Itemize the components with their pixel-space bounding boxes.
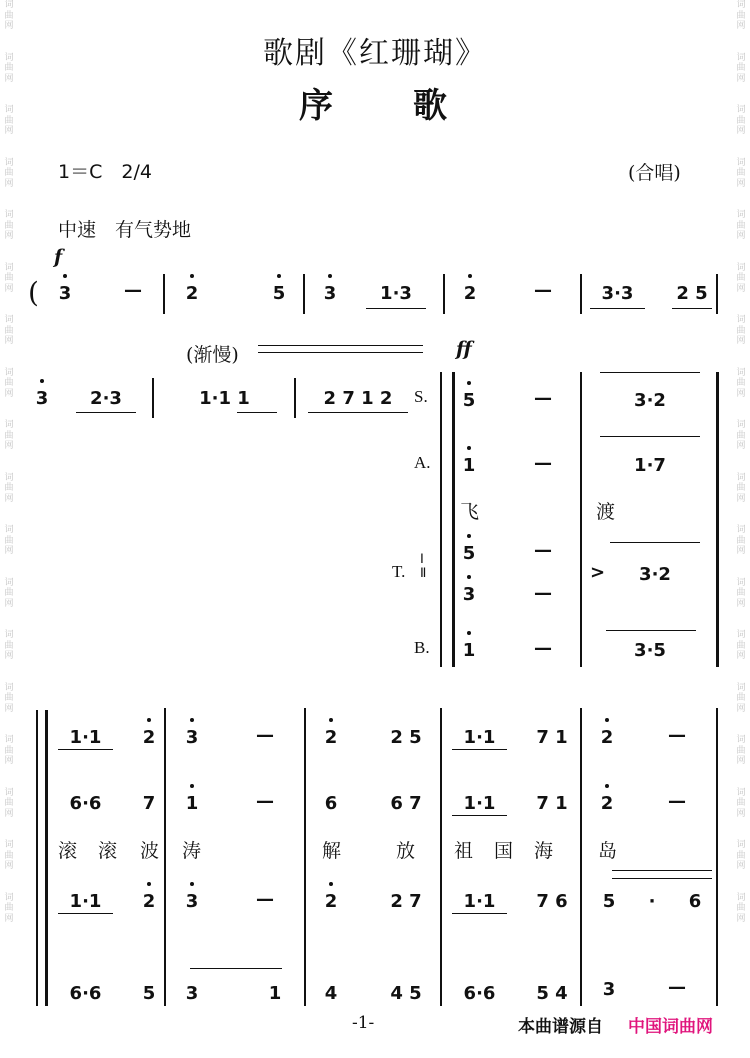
underline xyxy=(58,913,113,914)
underline xyxy=(452,749,507,750)
lyric: 解 xyxy=(322,840,342,862)
staff-bracket xyxy=(452,372,455,667)
note-dash: — xyxy=(124,280,142,301)
hairpin-line xyxy=(612,870,712,871)
note-dash: — xyxy=(534,583,552,604)
note: 5 xyxy=(602,891,616,912)
note: 1 xyxy=(462,640,476,661)
note-group: 2 5 xyxy=(676,283,708,304)
barline xyxy=(294,378,296,418)
note-group: 1·1 xyxy=(463,727,496,748)
note: 1 xyxy=(462,455,476,476)
note-dash: — xyxy=(534,388,552,409)
note: 3 xyxy=(602,979,616,1000)
ritardando-marking: (渐慢) xyxy=(186,344,239,366)
note-group: 4 5 xyxy=(390,983,422,1004)
lyric: 滚 xyxy=(58,840,78,862)
watermark-left: 词 曲 网 词 曲 网 词 曲 网 词 曲 网 词 曲 网 词 曲 网 词 曲 网 词 曲 网 词 曲 网 词 曲 网 词 曲 网 词 曲 网 词 曲 网 词 曲 网 词 曲 网 词 曲 网 词 曲 网 词 曲 网 xyxy=(4,0,14,924)
note-group: 7 1 xyxy=(536,793,568,814)
key-signature: 1＝C 2/4 xyxy=(58,161,152,183)
note: 3 xyxy=(185,891,199,912)
note-group: 6·6 xyxy=(463,983,496,1004)
hairpin-line xyxy=(612,878,712,879)
hairpin-line xyxy=(258,345,423,346)
note-group: 6·6 xyxy=(69,793,102,814)
barline xyxy=(443,274,445,314)
barline xyxy=(152,378,154,418)
note: 2 xyxy=(142,727,156,748)
note-group: 6 7 xyxy=(390,793,422,814)
underline xyxy=(76,412,136,413)
note: 3 xyxy=(185,727,199,748)
barline xyxy=(580,274,582,314)
note: 3 xyxy=(462,584,476,605)
barline xyxy=(716,372,719,667)
note-dash: — xyxy=(256,725,274,746)
note: 3 xyxy=(35,388,49,409)
voice-label-tenor: T. xyxy=(392,562,406,581)
note-dash: — xyxy=(256,889,274,910)
barline xyxy=(163,274,165,314)
note-group: 1·1 xyxy=(69,727,102,748)
barline xyxy=(303,274,305,314)
note-group: 1·1 xyxy=(463,793,496,814)
note-dash: — xyxy=(534,453,552,474)
voice-label-soprano: S. xyxy=(414,387,428,406)
lyric: 国 xyxy=(494,840,514,862)
note-dash: — xyxy=(256,791,274,812)
tie xyxy=(600,436,700,437)
note-group: 7 1 xyxy=(536,727,568,748)
lyric: 祖 xyxy=(454,840,474,862)
note-group: 2 5 xyxy=(390,727,422,748)
note-dash: — xyxy=(668,791,686,812)
note: 3 xyxy=(58,283,72,304)
underline xyxy=(308,412,408,413)
watermark-right: 词 曲 网 词 曲 网 词 曲 网 词 曲 网 词 曲 网 词 曲 网 词 曲 网 词 曲 网 词 曲 网 词 曲 网 词 曲 网 词 曲 网 词 曲 网 词 曲 网 词 曲 网 词 曲 网 词 曲 网 词 曲 网 xyxy=(736,0,746,924)
note: 2 xyxy=(324,727,338,748)
barline xyxy=(716,708,718,1006)
hairpin-line xyxy=(258,352,423,353)
note-group: 2·3 xyxy=(90,388,122,409)
note-dash: — xyxy=(668,725,686,746)
note: 2 xyxy=(324,891,338,912)
underline xyxy=(590,308,645,309)
note-dash: — xyxy=(534,638,552,659)
note-group: 7 6 xyxy=(536,891,568,912)
note: 5 xyxy=(142,983,156,1004)
dynamic-forte: f xyxy=(54,246,63,268)
note-dot: · xyxy=(648,891,656,912)
lyric: 滚 xyxy=(98,840,118,862)
tie xyxy=(606,630,696,631)
underline xyxy=(237,412,277,413)
note-group: 2 7 1 2 xyxy=(323,388,393,409)
note: 2 xyxy=(185,283,199,304)
tie xyxy=(610,542,700,543)
staff-bracket xyxy=(440,372,442,667)
opening-parenthesis: ( xyxy=(28,276,39,309)
note-dash: — xyxy=(534,540,552,561)
staff-bracket xyxy=(45,710,48,1006)
barline xyxy=(716,274,718,314)
lyric: 放 xyxy=(396,840,416,862)
song-title: 歌剧《红珊瑚》 xyxy=(263,36,487,71)
note-dash: — xyxy=(668,977,686,998)
underline xyxy=(366,308,426,309)
note: 2 xyxy=(142,891,156,912)
note-group: 3·5 xyxy=(634,640,666,661)
staff-bracket xyxy=(36,710,38,1006)
note-group: 1·1 xyxy=(69,891,102,912)
tempo-marking: 中速 有气势地 xyxy=(58,219,192,241)
note-dash: — xyxy=(534,280,552,301)
lyric: 涛 xyxy=(182,840,202,862)
underline xyxy=(672,308,712,309)
tie xyxy=(600,372,700,373)
note: 2 xyxy=(463,283,477,304)
voice-label-bass: B. xyxy=(414,638,430,657)
note-group: 1·1 1 xyxy=(199,388,250,409)
lyric: 海 xyxy=(534,840,554,862)
note-group: 3·2 xyxy=(639,564,671,585)
note: 5 xyxy=(272,283,286,304)
page-number: -1- xyxy=(352,1013,375,1033)
barline xyxy=(580,708,582,1006)
note-group: 1·7 xyxy=(634,455,666,476)
source-label: 本曲谱源自 xyxy=(518,1017,603,1037)
lyric: 波 xyxy=(140,840,160,862)
performance-note: (合唱) xyxy=(628,162,681,184)
voice-label-tenor-parts: Ⅰ Ⅱ xyxy=(420,551,427,580)
note: 2 xyxy=(600,727,614,748)
note: 2 xyxy=(600,793,614,814)
note: 3 xyxy=(185,983,199,1004)
barline xyxy=(164,708,166,1006)
underline xyxy=(58,749,113,750)
barline xyxy=(440,708,442,1006)
note: 1 xyxy=(185,793,199,814)
note: 6 xyxy=(324,793,338,814)
dynamic-fortissimo: ff xyxy=(456,338,472,360)
note-group: 6·6 xyxy=(69,983,102,1004)
source-site: 中国词曲网 xyxy=(628,1017,713,1037)
note: 5 xyxy=(462,390,476,411)
note-group: 1·1 xyxy=(463,891,496,912)
underline xyxy=(452,815,507,816)
voice-label-alto: A. xyxy=(414,453,431,472)
barline xyxy=(580,372,582,667)
note-group: 3·3 xyxy=(601,283,634,304)
note: 6 xyxy=(688,891,702,912)
note-group: 1·3 xyxy=(380,283,412,304)
note: 1 xyxy=(268,983,282,1004)
song-subtitle: 序 歌 xyxy=(299,86,451,126)
note-group: 5 4 xyxy=(536,983,568,1004)
note: 4 xyxy=(324,983,338,1004)
lyric: 渡 xyxy=(596,501,616,523)
tie xyxy=(190,968,282,969)
underline xyxy=(452,913,507,914)
note-group: 2 7 xyxy=(390,891,422,912)
note: 3 xyxy=(323,283,337,304)
lyric: 岛 xyxy=(598,840,618,862)
note: 5 xyxy=(462,543,476,564)
lyric: 飞 xyxy=(460,501,480,523)
note: 7 xyxy=(142,793,156,814)
accent-mark: > xyxy=(590,562,606,583)
barline xyxy=(304,708,306,1006)
note-group: 3·2 xyxy=(634,390,666,411)
